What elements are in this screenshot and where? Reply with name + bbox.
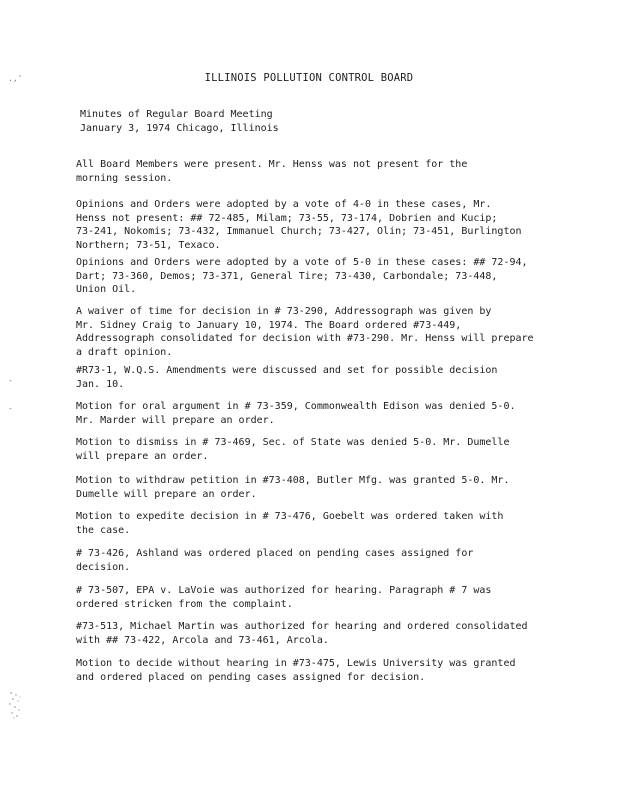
text-line: Union Oil.: [76, 284, 137, 295]
meeting-heading-line: Minutes of Regular Board Meeting: [80, 109, 273, 120]
paragraph-lewis-university: [76, 657, 546, 684]
paragraph-expedite: [76, 510, 546, 537]
text-line: Dart; 73-360, Demos; 73-371, General Tire; 73-430, Carbondale; 73-448,: [76, 270, 498, 282]
paragraph-adopted-5-0: [76, 256, 546, 297]
paragraph-ashland: [76, 547, 546, 574]
text-line: and ordered placed on pending cases assigned for decision.: [76, 671, 426, 683]
text-line: Dumelle will prepare an order.: [76, 488, 257, 500]
text-line: decision.: [76, 561, 131, 573]
paragraph-martin: [76, 620, 546, 647]
text-line: Jan. 10.: [76, 378, 125, 390]
text-line: with ## 73-422, Arcola and 73-461, Arcola.: [76, 634, 329, 646]
text-line: Addressograph consolidated for decision with #73-290. Mr. Henss will prepare: [76, 333, 534, 344]
scan-mark: -: [8, 376, 13, 385]
paragraph-dismiss: [76, 436, 546, 463]
text-line: Motion for oral argument in # 73-359, Commonwealth Edison was denied 5-0.: [76, 401, 516, 412]
text-line: will prepare an order.: [76, 450, 209, 462]
text-line: 73-241, Nokomis; 73-432, Immanuel Church; 73-427, Olin; 73-451, Burlington: [76, 226, 522, 237]
text-line: #R73-1, W.Q.S. Amendments were discussed and set for possible decision: [76, 365, 498, 376]
paragraph-oral-argument: [76, 400, 546, 427]
paragraph-adopted-4-0: [76, 198, 546, 252]
text-line: the case.: [76, 524, 131, 536]
text-line: morning session.: [76, 172, 173, 184]
text-line: a draft opinion.: [76, 346, 173, 358]
text-line: Northern; 73-51, Texaco.: [76, 239, 221, 251]
text-line: Opinions and Orders were adopted by a vote of 5-0 in these cases: ## 72-94,: [76, 257, 528, 268]
text-line: Mr. Marder will prepare an order.: [76, 414, 275, 426]
text-line: All Board Members were present. Mr. Henss was not present for the: [76, 159, 468, 170]
paragraph-r73-1: [76, 364, 546, 391]
document-title: ILLINOIS POLLUTION CONTROL BOARD: [204, 72, 414, 84]
text-line: Opinions and Orders were adopted by a vote of 4-0 in these cases, Mr.: [76, 199, 492, 210]
text-line: Motion to withdraw petition in #73-408, Butler Mfg. was granted 5-0. Mr.: [76, 475, 510, 486]
scan-mark: .,': [8, 74, 23, 83]
text-line: # 73-426, Ashland was ordered placed on pending cases assigned for: [76, 548, 474, 559]
text-line: Mr. Sidney Craig to January 10, 1974. The Board ordered #73-449,: [76, 319, 462, 331]
paragraph-withdraw: [76, 474, 546, 501]
paragraph-attendance: [76, 158, 546, 185]
scan-mark: -: [8, 404, 13, 413]
text-line: # 73-507, EPA v. LaVoie was authorized for hearing. Paragraph # 7 was: [76, 585, 492, 596]
text-line: Henss not present: ## 72-485, Milam; 73-55, 73-174, Dobrien and Kucip;: [76, 212, 498, 224]
meeting-heading: [80, 108, 279, 136]
paragraph-lavoie: [76, 584, 546, 611]
scan-speckle: [8, 690, 22, 720]
text-line: Motion to dismiss in # 73-469, Sec. of State was denied 5-0. Mr. Dumelle: [76, 437, 510, 448]
text-line: A waiver of time for decision in # 73-290, Addressograph was given by: [76, 306, 492, 317]
text-line: ordered stricken from the complaint.: [76, 598, 293, 610]
text-line: Motion to expedite decision in # 73-476, Goebelt was ordered taken with: [76, 511, 504, 522]
paragraph-waiver: [76, 305, 546, 359]
meeting-date-line: January 3, 1974 Chicago, Illinois: [80, 123, 279, 134]
text-line: #73-513, Michael Martin was authorized for hearing and ordered consolidated: [76, 621, 528, 632]
text-line: Motion to decide without hearing in #73-475, Lewis University was granted: [76, 658, 516, 669]
